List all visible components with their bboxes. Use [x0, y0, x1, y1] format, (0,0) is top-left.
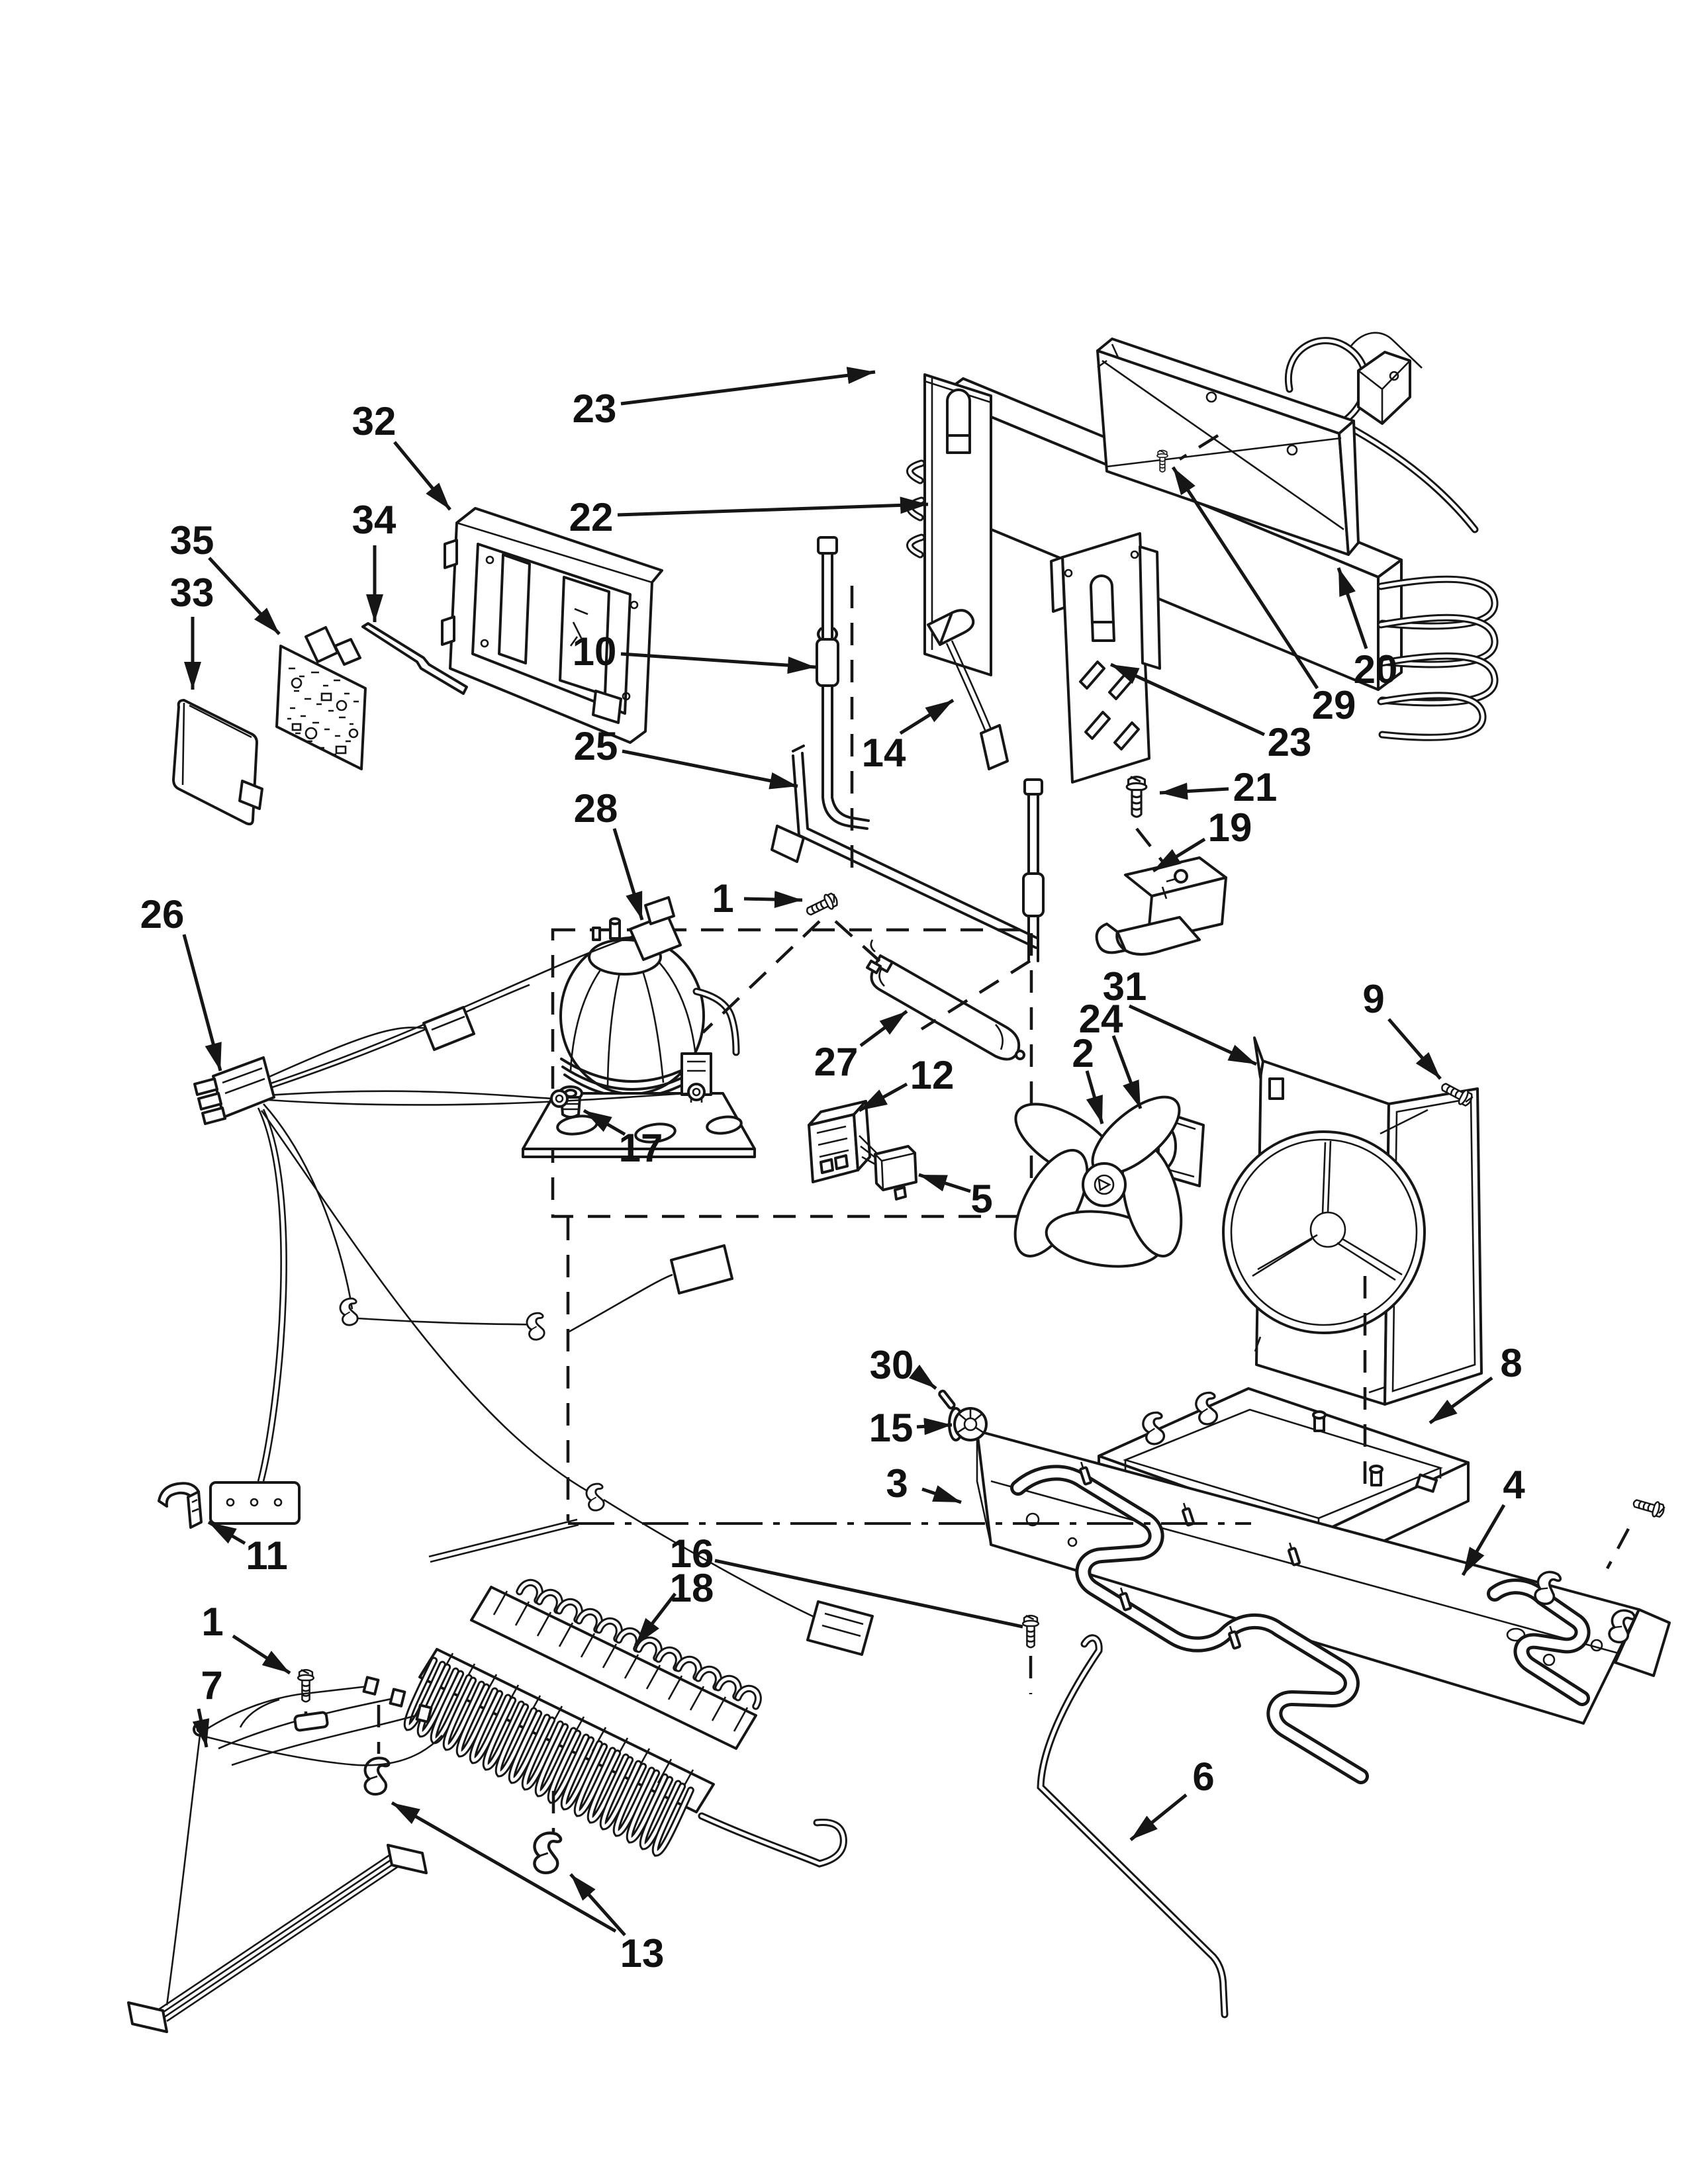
callout-label-1: 1: [201, 1600, 224, 1644]
callout-label-2: 2: [1072, 1031, 1094, 1075]
callout-label-6: 6: [1192, 1754, 1215, 1799]
callout-label-15: 15: [868, 1406, 914, 1450]
callout-label-19: 19: [1207, 805, 1252, 850]
callout-label-31: 31: [1102, 964, 1147, 1009]
callout-label-21: 21: [1233, 765, 1278, 809]
callout-label-1: 1: [712, 876, 734, 921]
callout-label-7: 7: [201, 1663, 223, 1707]
callout-label-13: 13: [620, 1931, 665, 1976]
callout-label-27: 27: [814, 1040, 859, 1084]
callout-label-23: 23: [1267, 720, 1312, 764]
callout-label-5: 5: [970, 1177, 993, 1221]
callout-label-3: 3: [886, 1461, 908, 1506]
callout-label-23: 23: [572, 387, 617, 431]
callout-label-22: 22: [569, 495, 614, 539]
callout-label-29: 29: [1311, 683, 1356, 727]
callout-label-11: 11: [246, 1533, 288, 1578]
callout-label-20: 20: [1353, 647, 1398, 692]
callout-label-35: 35: [169, 518, 214, 563]
callout-label-32: 32: [352, 399, 397, 443]
callout-label-25: 25: [573, 724, 618, 768]
callout-label-8: 8: [1500, 1341, 1523, 1385]
callout-label-30: 30: [869, 1343, 914, 1387]
callout-label-4: 4: [1503, 1463, 1525, 1507]
callout-label-24: 24: [1078, 997, 1123, 1041]
callout-label-16: 16: [669, 1531, 714, 1576]
callout-label-28: 28: [573, 786, 618, 831]
callout-label-17: 17: [618, 1126, 663, 1170]
roller-part15: [949, 1408, 986, 1440]
callout-label-34: 34: [352, 498, 397, 542]
callout-label-18: 18: [669, 1566, 714, 1610]
callout-leader-15: [917, 1425, 952, 1427]
callout-label-10: 10: [572, 629, 617, 674]
callout-label-14: 14: [861, 731, 906, 775]
callout-label-12: 12: [910, 1053, 955, 1097]
callout-leader-1: [744, 899, 802, 900]
callout-label-33: 33: [169, 570, 214, 615]
callout-label-9: 9: [1362, 977, 1385, 1021]
callout-label-26: 26: [140, 892, 185, 936]
